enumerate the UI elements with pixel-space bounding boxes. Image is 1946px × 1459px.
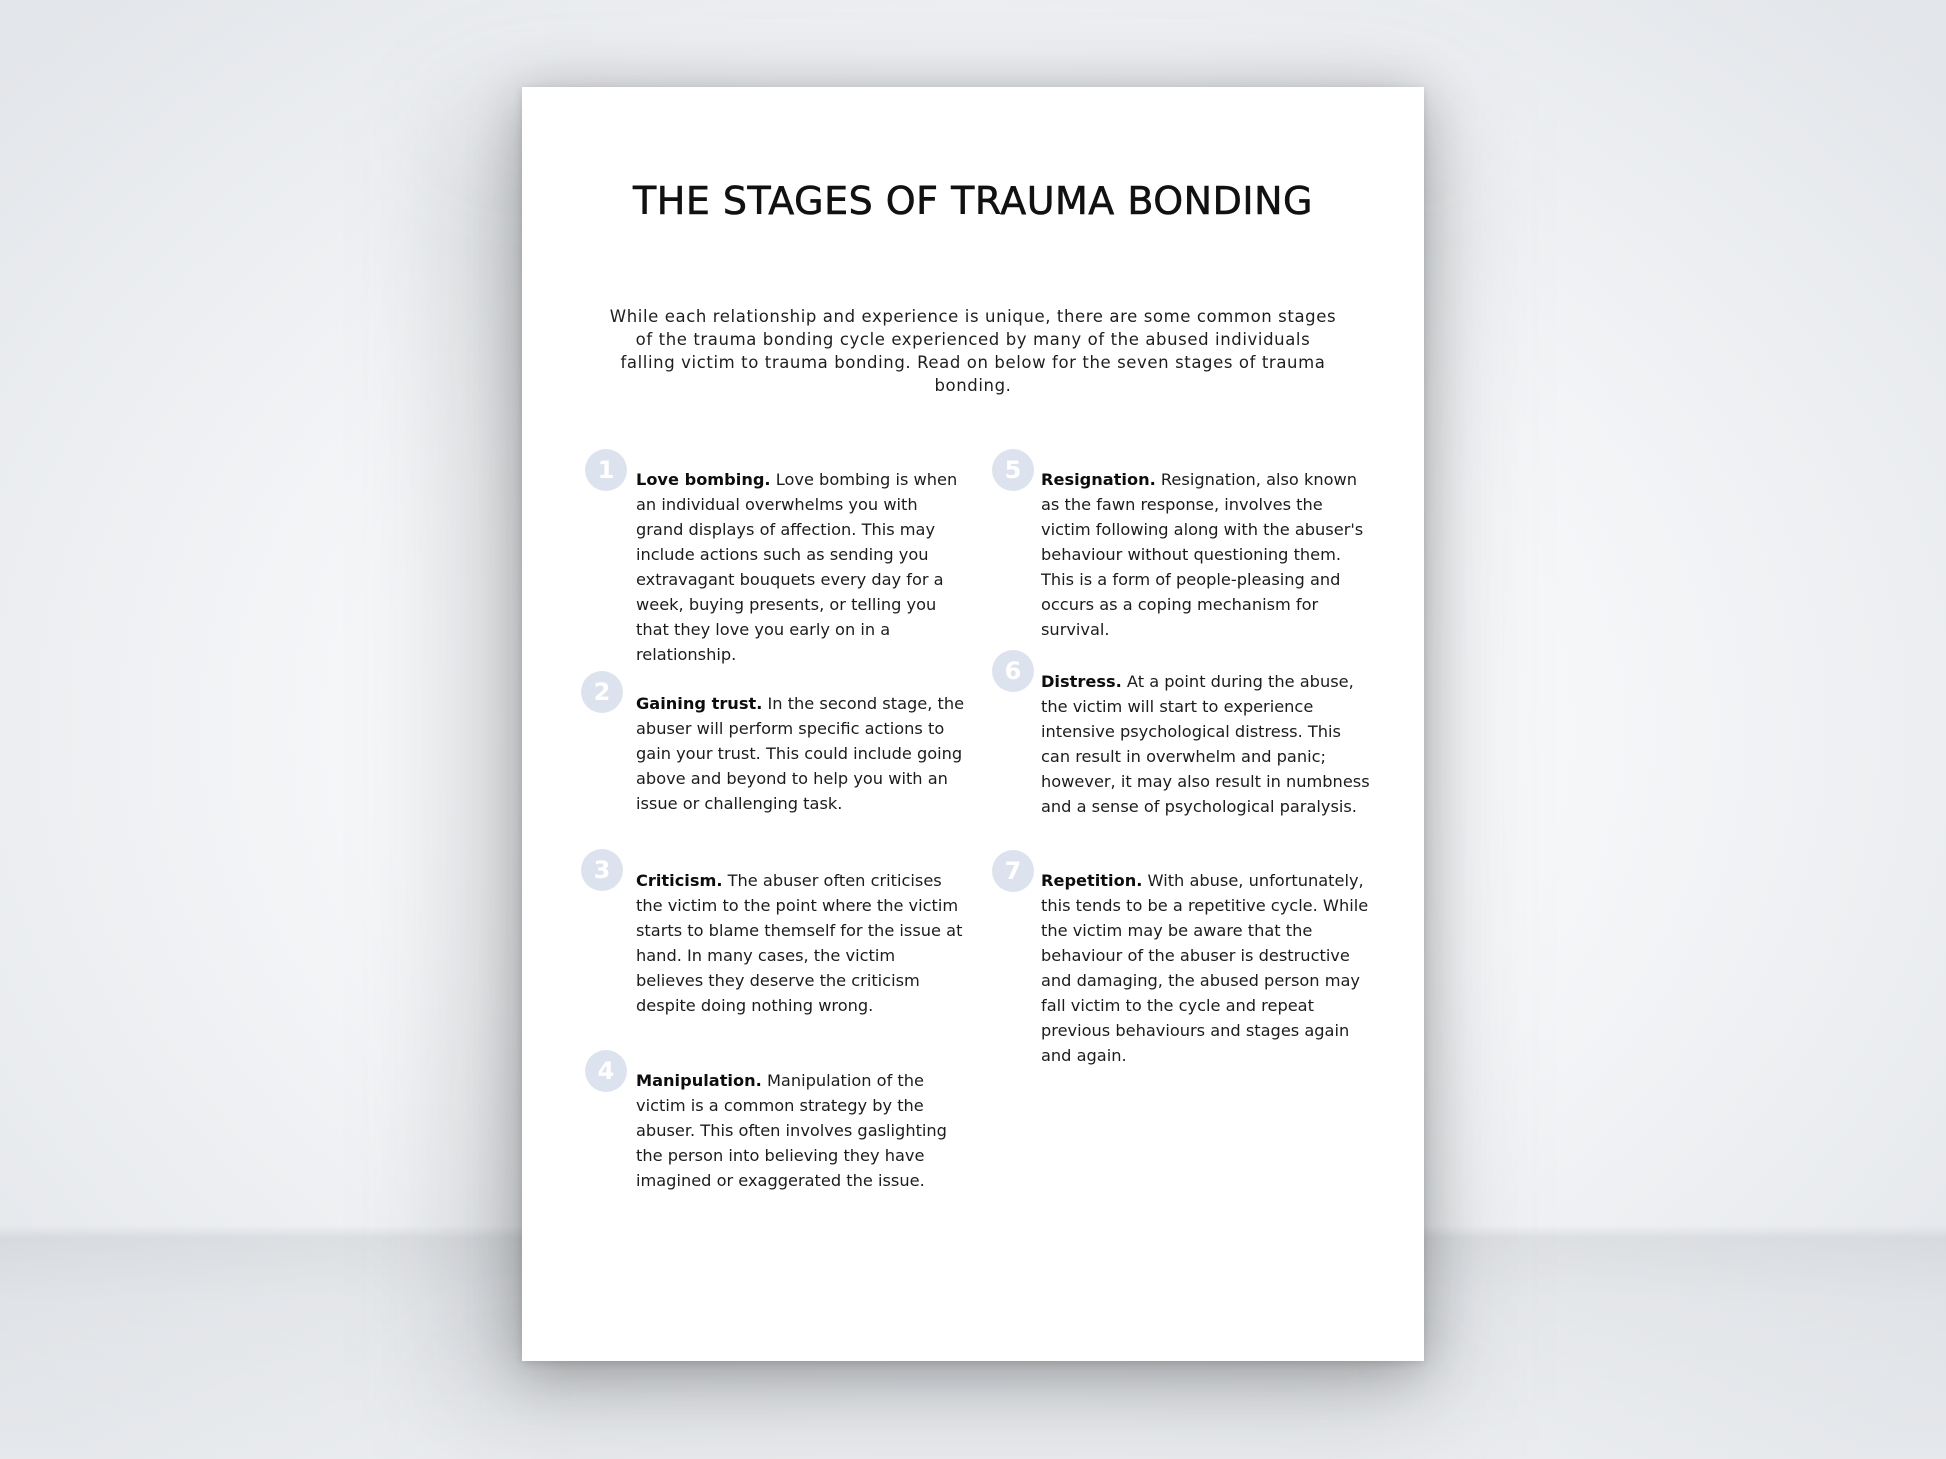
stage-body: At a point during the abuse, the victim will start to experience intensive psychological distress. This can result in overwhelm and panic; however, it may also result in numbness and a sense of psychological paralysis. xyxy=(1041,672,1370,816)
stage-title: Gaining trust. xyxy=(636,694,763,713)
stage-number-badge: 5 xyxy=(992,449,1034,491)
stage-title: Love bombing. xyxy=(636,470,771,489)
stage-title: Distress. xyxy=(1041,672,1122,691)
stage-body: Love bombing is when an individual overwhelms you with grand displays of affection. This may include actions such as sending you extravagant bouquets every day for a week, buying presents, or telling you that they love you early on in a relationship. xyxy=(636,470,958,664)
stage-body: With abuse, unfortunately, this tends to be a repetitive cycle. While the victim may be aware that the behaviour of the abuser is destructive and damaging, the abused person may fall victim to the cycle and repeat previous behaviours and stages again and again. xyxy=(1041,871,1369,1065)
stage-number-badge: 7 xyxy=(992,850,1034,892)
stage-title: Manipulation. xyxy=(636,1071,762,1090)
page-title: THE STAGES OF TRAUMA BONDING xyxy=(633,179,1313,223)
stage-description xyxy=(636,467,966,667)
stage-description xyxy=(636,868,966,1018)
stage-title: Repetition. xyxy=(1041,871,1143,890)
document-page xyxy=(522,87,1424,1361)
stage-description xyxy=(1041,467,1371,642)
stage-number-badge: 1 xyxy=(585,449,627,491)
stage-description xyxy=(1041,669,1371,819)
stage-number-badge: 4 xyxy=(585,1050,627,1092)
stage-number-badge: 3 xyxy=(581,849,623,891)
stage-body: Manipulation of the victim is a common strategy by the abuser. This often involves gaslighting the person into believing they have imagined or exaggerated the issue. xyxy=(636,1071,947,1190)
stage-title: Resignation. xyxy=(1041,470,1156,489)
stage-description xyxy=(1041,868,1371,1068)
stage-number-badge: 2 xyxy=(581,671,623,713)
stage-title: Criticism. xyxy=(636,871,723,890)
stage-description xyxy=(636,691,966,816)
stage-number-badge: 6 xyxy=(992,650,1034,692)
stage-body: In the second stage, the abuser will perform specific actions to gain your trust. This could include going above and beyond to help you with an issue or challenging task. xyxy=(636,694,965,813)
stage-description xyxy=(636,1068,966,1193)
intro-paragraph: While each relationship and experience is unique, there are some common stages of the trauma bonding cycle experienced by many of the abused individuals falling victim to trauma bonding. Read on below for the seven stages of trauma bonding. xyxy=(609,307,1337,395)
stage-body: Resignation, also known as the fawn response, involves the victim following along with the abuser's behaviour without questioning them. This is a form of people-pleasing and occurs as a coping mechanism for survival. xyxy=(1041,470,1364,639)
stage-body: The abuser often criticises the victim to the point where the victim starts to blame themself for the issue at hand. In many cases, the victim believes they deserve the criticism despite doing nothing wrong. xyxy=(636,871,963,1015)
